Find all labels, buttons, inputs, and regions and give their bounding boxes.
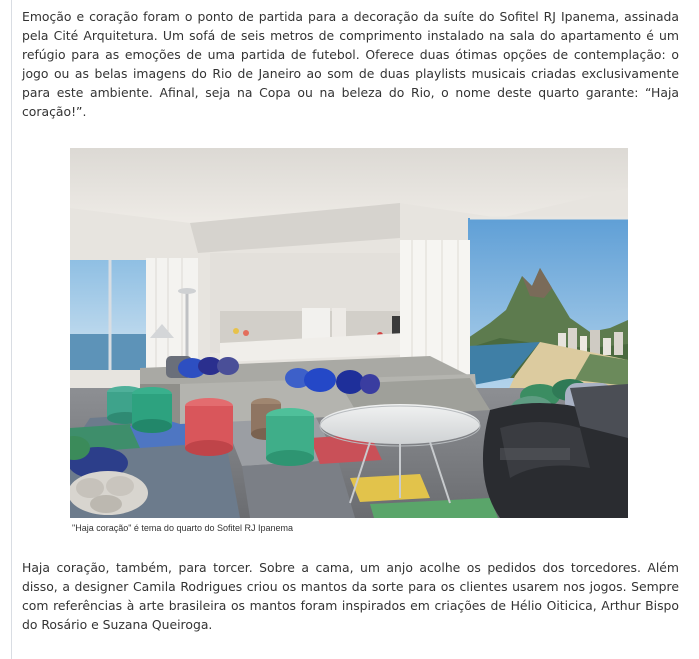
left-border-rule [11, 0, 12, 659]
article-figure [70, 148, 628, 534]
paragraph-intro: Emoção e coração foram o ponto de partida para a decoração da suíte do Sofitel RJ Ipanema, assinada pela Cité Arquitetura. Um sofá de seis metros de comprimento instalado na sala do apartamento é um refúgio para as emoções de uma partida de futebol. Oferece duas ótimas opções de contemplação: o jogo ou as belas imagens do Rio de Janeiro ao som de duas playlists musicais criadas exclusivamente para este ambiente. Afinal, seja na Copa ou na beleza do Rio, o nome deste quarto garante: “Haja coração!”. [22, 9, 679, 119]
photo-caption: "Haja coração" é tema do quarto do Sofitel RJ Ipanema [72, 523, 294, 533]
paragraph-closing: Haja coração, também, para torcer. Sobre a cama, um anjo acolhe os pedidos dos torcedores. Além disso, a designer Camila Rodrigues criou os mantos da sorte para os clientes usarem nos jogos. Sempre com referências à arte brasileira os mantos foram inspirados em criações de Hélio Oiticica, Arthur Bispo do Rosário e Suzana Queiroga. [22, 560, 679, 632]
article-body [22, 7, 679, 121]
suite-photo [70, 148, 628, 518]
